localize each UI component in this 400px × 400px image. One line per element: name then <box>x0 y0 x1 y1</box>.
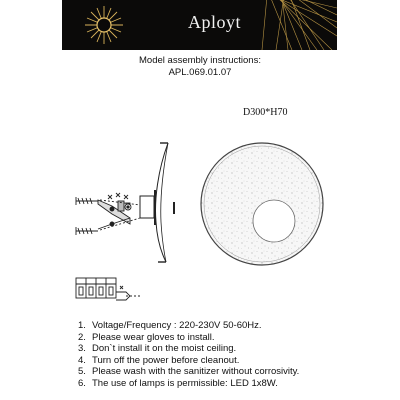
lamp-front-view <box>201 143 323 265</box>
dimensions-label: D300*H70 <box>243 107 288 118</box>
list-item: 1. Voltage/Frequency : 220-230V 50-60Hz. <box>78 320 262 331</box>
list-item: 2. Please wear gloves to install. <box>78 331 215 343</box>
instructions-list <box>78 320 299 390</box>
list-item: 5. Please wash with the sanitizer without corrosivity. <box>78 366 300 378</box>
list-item: 6. The use of lamps is permissible: LED 1x8W. <box>78 377 278 389</box>
model-number: APL.069.01.07 <box>168 67 232 78</box>
brand-name: Aployt <box>188 12 242 32</box>
terminal-block <box>76 278 140 300</box>
list-item: 4. Turn off the power before cleanout. <box>78 354 240 366</box>
lamp-side-view <box>140 143 174 262</box>
mounting-bracket-parts <box>76 193 140 235</box>
page-title: Model assembly instructions: <box>139 55 261 66</box>
list-item: 3. Don`t install it on the moist ceiling. <box>78 343 237 355</box>
